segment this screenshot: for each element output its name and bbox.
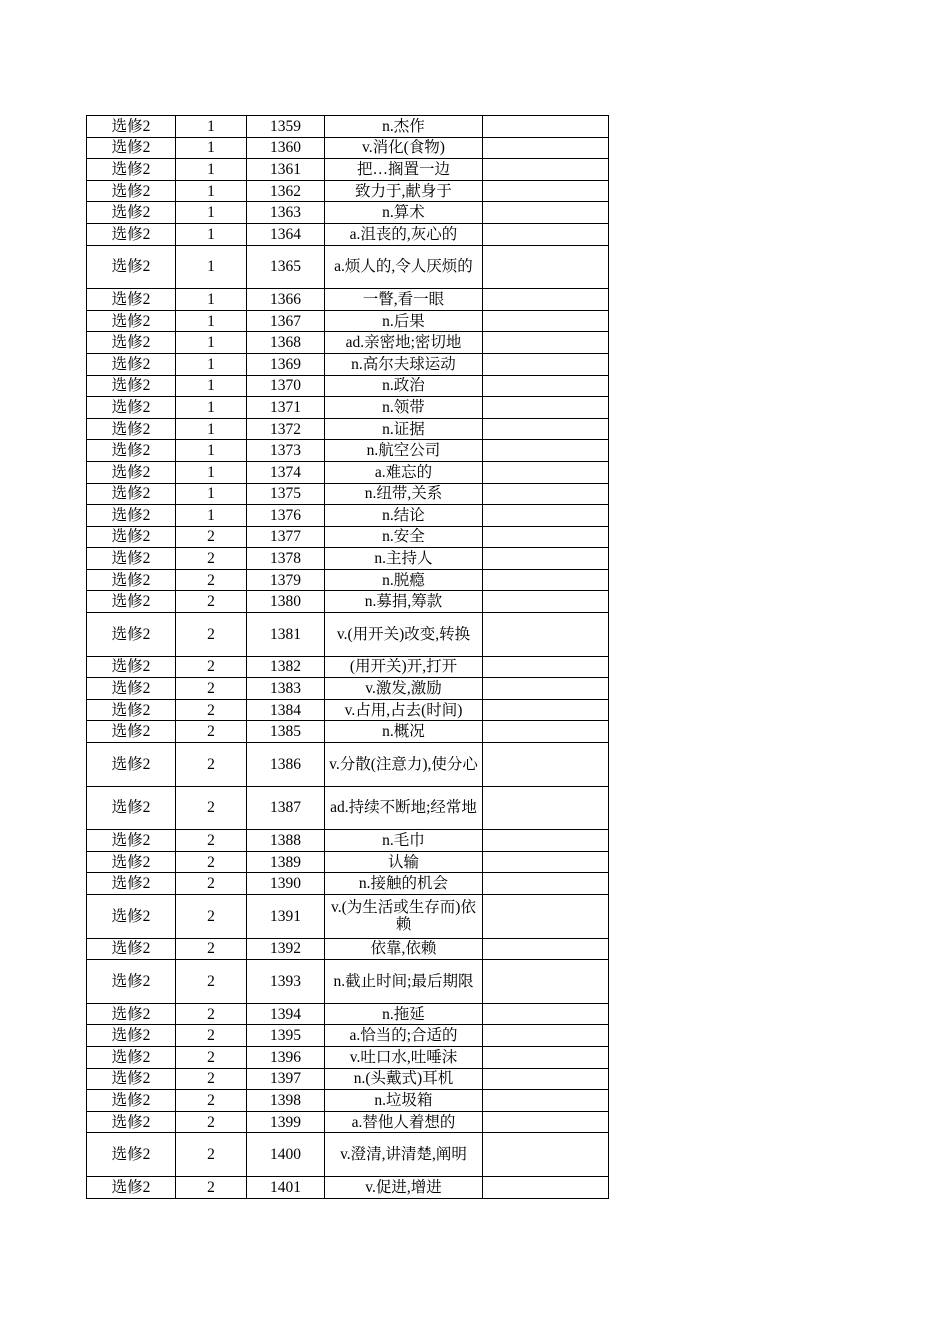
unit-cell: 1 (176, 245, 247, 289)
note-cell (483, 116, 609, 138)
table-row (87, 721, 609, 743)
book-cell: 选修2 (87, 245, 176, 289)
table-row (87, 1025, 609, 1047)
table-row (87, 159, 609, 181)
word-number-cell: 1376 (247, 505, 325, 527)
table-row (87, 289, 609, 311)
meaning-cell: a.替他人着想的 (325, 1111, 483, 1133)
book-cell: 选修2 (87, 353, 176, 375)
book-cell: 选修2 (87, 137, 176, 159)
unit-cell: 1 (176, 483, 247, 505)
book-cell: 选修2 (87, 721, 176, 743)
word-number-cell: 1369 (247, 353, 325, 375)
word-number-cell: 1389 (247, 851, 325, 873)
table-row (87, 1133, 609, 1177)
unit-cell: 1 (176, 397, 247, 419)
meaning-cell: n.接触的机会 (325, 873, 483, 895)
table-row (87, 440, 609, 462)
unit-cell: 2 (176, 830, 247, 852)
word-number-cell: 1364 (247, 223, 325, 245)
table-row (87, 830, 609, 852)
meaning-cell: v.分散(注意力),使分心 (325, 743, 483, 787)
word-number-cell: 1363 (247, 202, 325, 224)
unit-cell: 2 (176, 591, 247, 613)
table-row (87, 180, 609, 202)
note-cell (483, 895, 609, 939)
meaning-cell: n.垃圾箱 (325, 1090, 483, 1112)
word-number-cell: 1399 (247, 1111, 325, 1133)
book-cell: 选修2 (87, 569, 176, 591)
word-number-cell: 1368 (247, 332, 325, 354)
unit-cell: 2 (176, 743, 247, 787)
unit-cell: 1 (176, 159, 247, 181)
book-cell: 选修2 (87, 1133, 176, 1177)
unit-cell: 1 (176, 505, 247, 527)
unit-cell: 2 (176, 656, 247, 678)
unit-cell: 2 (176, 1046, 247, 1068)
word-number-cell: 1391 (247, 895, 325, 939)
unit-cell: 1 (176, 375, 247, 397)
word-number-cell: 1379 (247, 569, 325, 591)
meaning-cell: a.难忘的 (325, 461, 483, 483)
word-number-cell: 1392 (247, 938, 325, 960)
word-number-cell: 1367 (247, 310, 325, 332)
table-row (87, 569, 609, 591)
note-cell (483, 938, 609, 960)
word-number-cell: 1388 (247, 830, 325, 852)
unit-cell: 2 (176, 895, 247, 939)
table-row (87, 851, 609, 873)
note-cell (483, 591, 609, 613)
note-cell (483, 1003, 609, 1025)
unit-cell: 1 (176, 202, 247, 224)
meaning-cell: v.占用,占去(时间) (325, 699, 483, 721)
meaning-cell: n.算术 (325, 202, 483, 224)
word-number-cell: 1359 (247, 116, 325, 138)
book-cell: 选修2 (87, 116, 176, 138)
unit-cell: 2 (176, 1111, 247, 1133)
table-row (87, 526, 609, 548)
meaning-cell: n.证据 (325, 418, 483, 440)
table-row (87, 483, 609, 505)
word-number-cell: 1401 (247, 1176, 325, 1198)
word-number-cell: 1377 (247, 526, 325, 548)
table-row (87, 137, 609, 159)
note-cell (483, 505, 609, 527)
note-cell (483, 375, 609, 397)
unit-cell: 2 (176, 1068, 247, 1090)
meaning-cell: v.促进,增进 (325, 1176, 483, 1198)
unit-cell: 2 (176, 721, 247, 743)
table-row (87, 656, 609, 678)
table-row (87, 613, 609, 657)
unit-cell: 2 (176, 1090, 247, 1112)
word-number-cell: 1372 (247, 418, 325, 440)
table-row (87, 938, 609, 960)
table-row (87, 353, 609, 375)
table-row (87, 1176, 609, 1198)
meaning-cell: n.(头戴式)耳机 (325, 1068, 483, 1090)
meaning-cell: n.脱瘾 (325, 569, 483, 591)
word-number-cell: 1394 (247, 1003, 325, 1025)
book-cell: 选修2 (87, 895, 176, 939)
meaning-cell: n.主持人 (325, 548, 483, 570)
table-row (87, 461, 609, 483)
meaning-cell: n.安全 (325, 526, 483, 548)
note-cell (483, 440, 609, 462)
word-number-cell: 1383 (247, 678, 325, 700)
book-cell: 选修2 (87, 786, 176, 830)
meaning-cell: a.沮丧的,灰心的 (325, 223, 483, 245)
word-number-cell: 1370 (247, 375, 325, 397)
book-cell: 选修2 (87, 960, 176, 1004)
book-cell: 选修2 (87, 505, 176, 527)
meaning-cell: n.结论 (325, 505, 483, 527)
note-cell (483, 180, 609, 202)
meaning-cell: a.烦人的,令人厌烦的 (325, 245, 483, 289)
note-cell (483, 1176, 609, 1198)
note-cell (483, 960, 609, 1004)
table-row (87, 116, 609, 138)
meaning-cell: (用开关)开,打开 (325, 656, 483, 678)
word-number-cell: 1365 (247, 245, 325, 289)
meaning-cell: n.拖延 (325, 1003, 483, 1025)
note-cell (483, 1068, 609, 1090)
book-cell: 选修2 (87, 1046, 176, 1068)
word-number-cell: 1380 (247, 591, 325, 613)
note-cell (483, 569, 609, 591)
book-cell: 选修2 (87, 223, 176, 245)
book-cell: 选修2 (87, 375, 176, 397)
book-cell: 选修2 (87, 678, 176, 700)
table-row (87, 1111, 609, 1133)
book-cell: 选修2 (87, 613, 176, 657)
note-cell (483, 159, 609, 181)
word-number-cell: 1397 (247, 1068, 325, 1090)
note-cell (483, 613, 609, 657)
note-cell (483, 699, 609, 721)
meaning-cell: n.杰作 (325, 116, 483, 138)
unit-cell: 2 (176, 786, 247, 830)
table-row (87, 375, 609, 397)
note-cell (483, 202, 609, 224)
note-cell (483, 548, 609, 570)
word-number-cell: 1371 (247, 397, 325, 419)
unit-cell: 2 (176, 851, 247, 873)
note-cell (483, 1025, 609, 1047)
meaning-cell: n.政治 (325, 375, 483, 397)
unit-cell: 2 (176, 1025, 247, 1047)
note-cell (483, 786, 609, 830)
meaning-cell: n.募捐,筹款 (325, 591, 483, 613)
table-row (87, 743, 609, 787)
book-cell: 选修2 (87, 873, 176, 895)
unit-cell: 2 (176, 873, 247, 895)
book-cell: 选修2 (87, 332, 176, 354)
unit-cell: 2 (176, 1003, 247, 1025)
word-number-cell: 1386 (247, 743, 325, 787)
book-cell: 选修2 (87, 1111, 176, 1133)
book-cell: 选修2 (87, 1068, 176, 1090)
word-number-cell: 1362 (247, 180, 325, 202)
meaning-cell: 认输 (325, 851, 483, 873)
note-cell (483, 743, 609, 787)
word-number-cell: 1361 (247, 159, 325, 181)
note-cell (483, 461, 609, 483)
note-cell (483, 851, 609, 873)
meaning-cell: ad.亲密地;密切地 (325, 332, 483, 354)
note-cell (483, 418, 609, 440)
note-cell (483, 1090, 609, 1112)
note-cell (483, 830, 609, 852)
book-cell: 选修2 (87, 461, 176, 483)
meaning-cell: v.澄清,讲清楚,阐明 (325, 1133, 483, 1177)
unit-cell: 1 (176, 223, 247, 245)
note-cell (483, 223, 609, 245)
word-number-cell: 1360 (247, 137, 325, 159)
book-cell: 选修2 (87, 526, 176, 548)
note-cell (483, 245, 609, 289)
meaning-cell: v.(用开关)改变,转换 (325, 613, 483, 657)
table-row (87, 678, 609, 700)
table-row (87, 202, 609, 224)
unit-cell: 2 (176, 613, 247, 657)
word-number-cell: 1378 (247, 548, 325, 570)
meaning-cell: n.毛巾 (325, 830, 483, 852)
meaning-cell: n.纽带,关系 (325, 483, 483, 505)
table-row (87, 223, 609, 245)
table-row (87, 397, 609, 419)
unit-cell: 1 (176, 137, 247, 159)
table-row (87, 1090, 609, 1112)
word-number-cell: 1385 (247, 721, 325, 743)
table-row (87, 1003, 609, 1025)
unit-cell: 1 (176, 461, 247, 483)
unit-cell: 2 (176, 1133, 247, 1177)
unit-cell: 1 (176, 180, 247, 202)
table-row (87, 418, 609, 440)
note-cell (483, 873, 609, 895)
meaning-cell: n.截止时间;最后期限 (325, 960, 483, 1004)
meaning-cell: 依靠,依赖 (325, 938, 483, 960)
table-row (87, 873, 609, 895)
meaning-cell: 致力于,献身于 (325, 180, 483, 202)
note-cell (483, 353, 609, 375)
note-cell (483, 678, 609, 700)
note-cell (483, 526, 609, 548)
word-number-cell: 1384 (247, 699, 325, 721)
note-cell (483, 1133, 609, 1177)
note-cell (483, 721, 609, 743)
book-cell: 选修2 (87, 851, 176, 873)
book-cell: 选修2 (87, 1025, 176, 1047)
table-row (87, 786, 609, 830)
meaning-cell: n.后果 (325, 310, 483, 332)
word-number-cell: 1395 (247, 1025, 325, 1047)
vocabulary-table-body (87, 116, 609, 1199)
unit-cell: 2 (176, 526, 247, 548)
meaning-cell: ad.持续不断地;经常地 (325, 786, 483, 830)
unit-cell: 2 (176, 1176, 247, 1198)
book-cell: 选修2 (87, 440, 176, 462)
book-cell: 选修2 (87, 180, 176, 202)
word-number-cell: 1375 (247, 483, 325, 505)
book-cell: 选修2 (87, 159, 176, 181)
note-cell (483, 137, 609, 159)
book-cell: 选修2 (87, 938, 176, 960)
unit-cell: 1 (176, 418, 247, 440)
book-cell: 选修2 (87, 1003, 176, 1025)
book-cell: 选修2 (87, 289, 176, 311)
note-cell (483, 397, 609, 419)
unit-cell: 2 (176, 569, 247, 591)
word-number-cell: 1398 (247, 1090, 325, 1112)
vocabulary-table (86, 115, 609, 1199)
table-row (87, 505, 609, 527)
word-number-cell: 1390 (247, 873, 325, 895)
table-row (87, 1046, 609, 1068)
table-row (87, 895, 609, 939)
table-row (87, 960, 609, 1004)
book-cell: 选修2 (87, 483, 176, 505)
unit-cell: 1 (176, 440, 247, 462)
book-cell: 选修2 (87, 397, 176, 419)
note-cell (483, 289, 609, 311)
word-number-cell: 1381 (247, 613, 325, 657)
unit-cell: 2 (176, 960, 247, 1004)
meaning-cell: n.领带 (325, 397, 483, 419)
meaning-cell: n.概况 (325, 721, 483, 743)
meaning-cell: 把…搁置一边 (325, 159, 483, 181)
table-row (87, 591, 609, 613)
note-cell (483, 332, 609, 354)
book-cell: 选修2 (87, 202, 176, 224)
unit-cell: 1 (176, 353, 247, 375)
table-row (87, 245, 609, 289)
book-cell: 选修2 (87, 310, 176, 332)
meaning-cell: v.吐口水,吐唾沫 (325, 1046, 483, 1068)
book-cell: 选修2 (87, 1176, 176, 1198)
meaning-cell: 一瞥,看一眼 (325, 289, 483, 311)
unit-cell: 2 (176, 699, 247, 721)
book-cell: 选修2 (87, 418, 176, 440)
table-row (87, 332, 609, 354)
table-row (87, 1068, 609, 1090)
word-number-cell: 1396 (247, 1046, 325, 1068)
unit-cell: 1 (176, 289, 247, 311)
meaning-cell: a.恰当的;合适的 (325, 1025, 483, 1047)
word-number-cell: 1387 (247, 786, 325, 830)
word-number-cell: 1366 (247, 289, 325, 311)
meaning-cell: v.激发,激励 (325, 678, 483, 700)
meaning-cell: n.航空公司 (325, 440, 483, 462)
table-row (87, 310, 609, 332)
unit-cell: 2 (176, 678, 247, 700)
book-cell: 选修2 (87, 548, 176, 570)
note-cell (483, 1111, 609, 1133)
word-number-cell: 1382 (247, 656, 325, 678)
meaning-cell: n.高尔夫球运动 (325, 353, 483, 375)
word-number-cell: 1374 (247, 461, 325, 483)
book-cell: 选修2 (87, 591, 176, 613)
word-number-cell: 1373 (247, 440, 325, 462)
unit-cell: 1 (176, 332, 247, 354)
book-cell: 选修2 (87, 830, 176, 852)
unit-cell: 2 (176, 938, 247, 960)
book-cell: 选修2 (87, 1090, 176, 1112)
unit-cell: 1 (176, 310, 247, 332)
meaning-cell: v.(为生活或生存而)依赖 (325, 895, 483, 939)
unit-cell: 1 (176, 116, 247, 138)
note-cell (483, 1046, 609, 1068)
word-number-cell: 1400 (247, 1133, 325, 1177)
book-cell: 选修2 (87, 656, 176, 678)
book-cell: 选修2 (87, 743, 176, 787)
meaning-cell: v.消化(食物) (325, 137, 483, 159)
book-cell: 选修2 (87, 699, 176, 721)
table-row (87, 548, 609, 570)
note-cell (483, 310, 609, 332)
word-number-cell: 1393 (247, 960, 325, 1004)
note-cell (483, 656, 609, 678)
note-cell (483, 483, 609, 505)
table-row (87, 699, 609, 721)
unit-cell: 2 (176, 548, 247, 570)
